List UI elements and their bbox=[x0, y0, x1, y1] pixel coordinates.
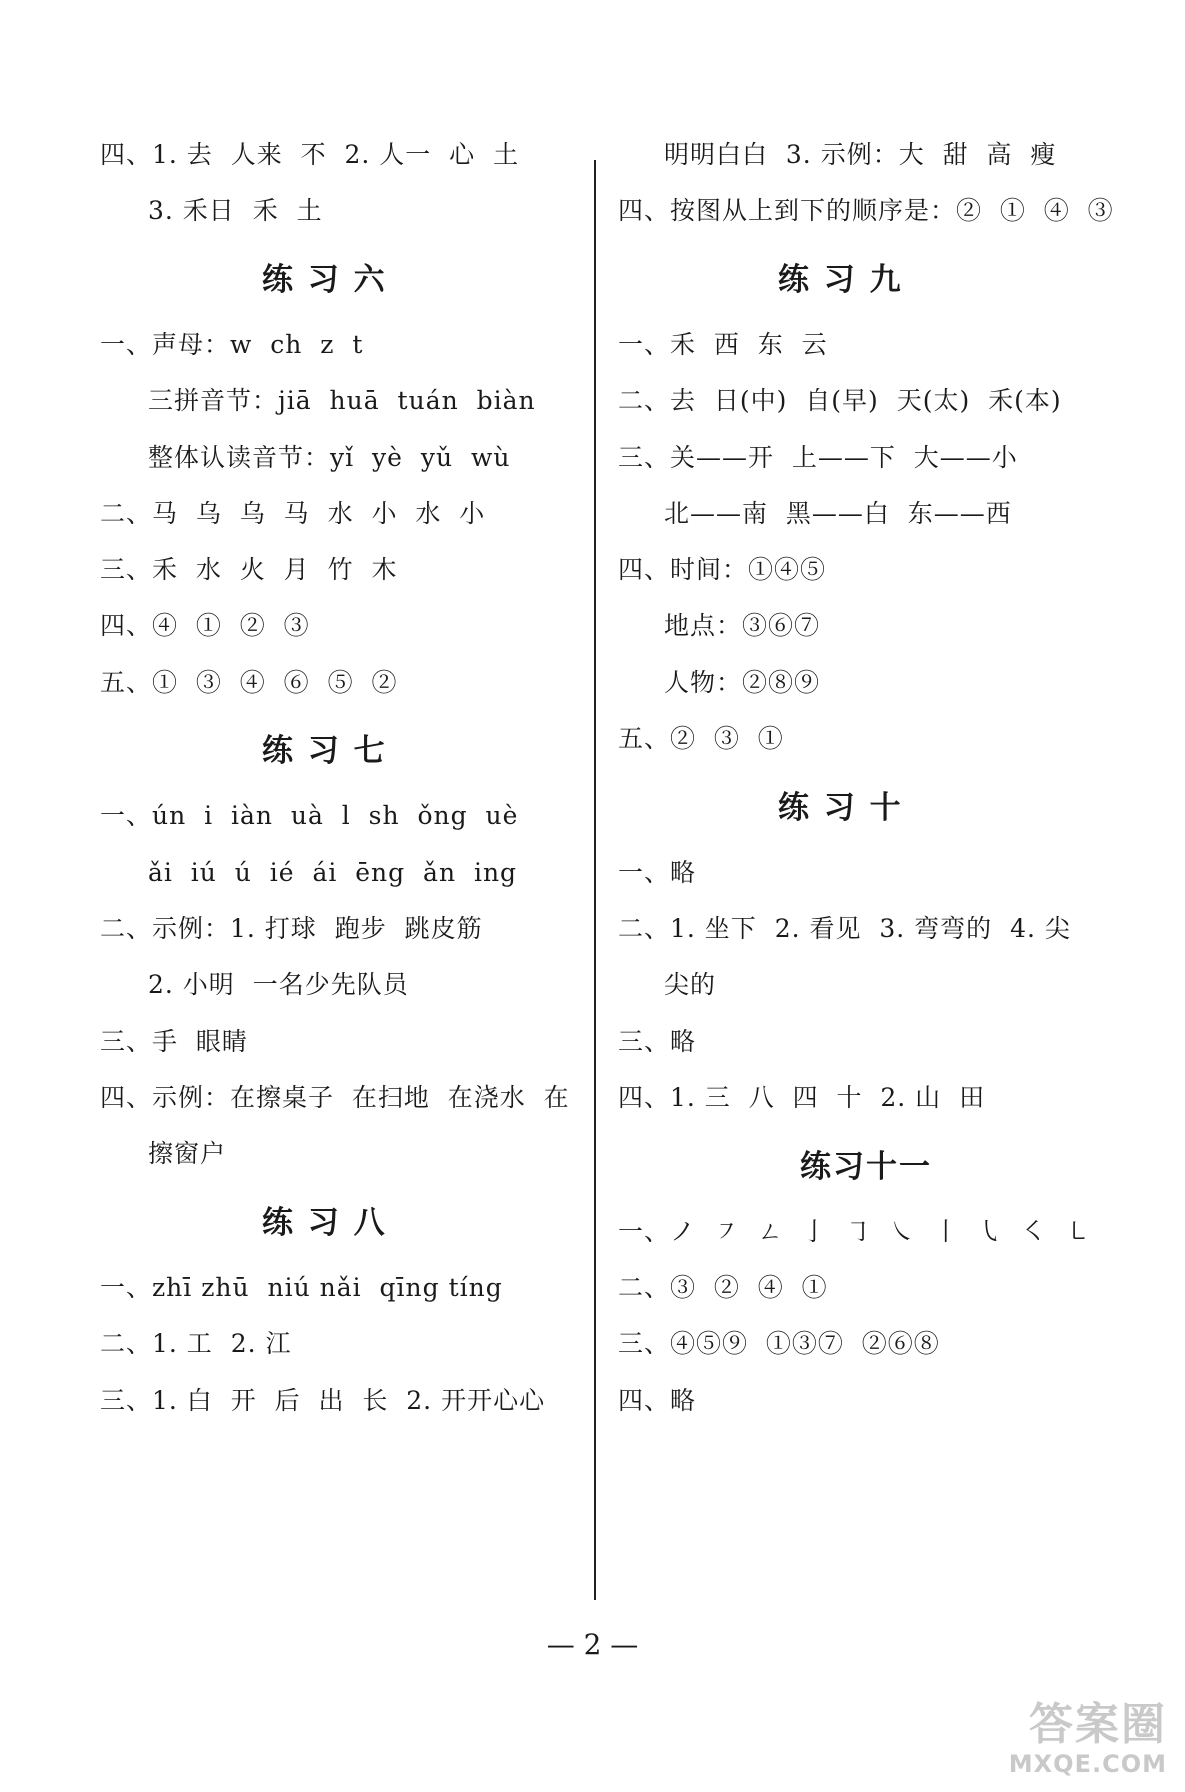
section-9-line: 二、去 日(中) 自(早) 天(太) 禾(本) bbox=[618, 386, 1062, 415]
section-10-title: 练 习 十 bbox=[778, 790, 903, 826]
section-8-line: 三、1. 白 开 后 出 长 2. 开开心心 bbox=[100, 1386, 546, 1415]
section-9-line: 人物：②⑧⑨ bbox=[664, 668, 821, 697]
section-7-line: 二、示例：1. 打球 跑步 跳皮筋 bbox=[100, 914, 483, 943]
section-8-line: 一、zhī zhū niú nǎi qīng tíng bbox=[100, 1273, 503, 1302]
watermark bbox=[997, 1688, 1167, 1778]
section-9-line: 一、禾 西 东 云 bbox=[618, 330, 828, 359]
section-7-line: ǎi iú ú ié ái ēng ǎn ing bbox=[148, 858, 518, 887]
section-10-line: 一、略 bbox=[618, 858, 697, 887]
section-10-line: 二、1. 坐下 2. 看见 3. 弯弯的 4. 尖 bbox=[618, 914, 1071, 943]
section-10-line: 尖的 bbox=[664, 970, 717, 999]
watermark-logo: 答案圈 bbox=[1029, 1699, 1167, 1750]
section-10-line: 四、1. 三 八 四 十 2. 山 田 bbox=[618, 1083, 986, 1112]
section-8-title: 练 习 八 bbox=[262, 1205, 387, 1241]
left-top-line-2: 3. 禾日 禾 土 bbox=[148, 196, 323, 225]
section-9-line: 地点：③⑥⑦ bbox=[664, 611, 821, 640]
section-6-line: 五、① ③ ④ ⑥ ⑤ ② bbox=[100, 668, 398, 697]
section-8-line: 二、1. 工 2. 江 bbox=[100, 1329, 292, 1358]
section-7-line: 2. 小明 一名少先队员 bbox=[148, 970, 409, 999]
section-6-line: 三、禾 水 火 月 竹 木 bbox=[100, 555, 398, 584]
section-6-line: 二、马 乌 乌 马 水 小 水 小 bbox=[100, 499, 486, 528]
section-7-line: 擦窗户 bbox=[148, 1139, 227, 1168]
section-6-line: 三拼音节：jiā huā tuán biàn bbox=[148, 386, 536, 415]
section-11-title: 练习十一 bbox=[800, 1149, 932, 1185]
watermark-url: MXQE.COM bbox=[1008, 1750, 1167, 1778]
section-9-line: 五、② ③ ① bbox=[618, 724, 784, 753]
section-6-line: 一、声母：w ch z t bbox=[100, 330, 364, 359]
section-7-title: 练 习 七 bbox=[262, 733, 387, 769]
section-6-line: 整体认读音节：yǐ yè yǔ wù bbox=[148, 443, 511, 472]
section-11-line: 三、④⑤⑨ ①③⑦ ②⑥⑧ bbox=[618, 1329, 940, 1358]
section-11-line: 四、略 bbox=[618, 1386, 697, 1415]
right-top-line-2: 四、按图从上到下的顺序是：② ① ④ ③ bbox=[618, 196, 1114, 225]
left-top-line-1: 四、1. 去 人来 不 2. 人一 心 土 bbox=[100, 140, 520, 169]
section-7-line: 三、手 眼睛 bbox=[100, 1027, 248, 1056]
column-divider bbox=[594, 160, 596, 1600]
section-6-line: 四、④ ① ② ③ bbox=[100, 611, 310, 640]
section-9-line: 三、关——开 上——下 大——小 bbox=[618, 443, 1018, 472]
right-top-line-1: 明明白白 3. 示例：大 甜 高 瘦 bbox=[664, 140, 1057, 169]
section-6-title: 练 习 六 bbox=[262, 262, 387, 298]
section-9-line: 四、时间：①④⑤ bbox=[618, 555, 827, 584]
section-11-line: 一、ノ ㇇ ㄥ 亅 ㇆ ㇏ 丨 ㇂ ㇛ ㇄ bbox=[618, 1217, 1092, 1246]
section-10-line: 三、略 bbox=[618, 1027, 697, 1056]
section-7-line: 一、ún i iàn uà l sh ǒng uè bbox=[100, 801, 519, 830]
section-7-line: 四、示例：在擦桌子 在扫地 在浇水 在 bbox=[100, 1083, 570, 1112]
section-11-line: 二、③ ② ④ ① bbox=[618, 1273, 828, 1302]
section-9-line: 北——南 黑——白 东——西 bbox=[664, 499, 1012, 528]
section-9-title: 练 习 九 bbox=[778, 262, 903, 298]
page-number: — 2 — bbox=[546, 1628, 639, 1661]
